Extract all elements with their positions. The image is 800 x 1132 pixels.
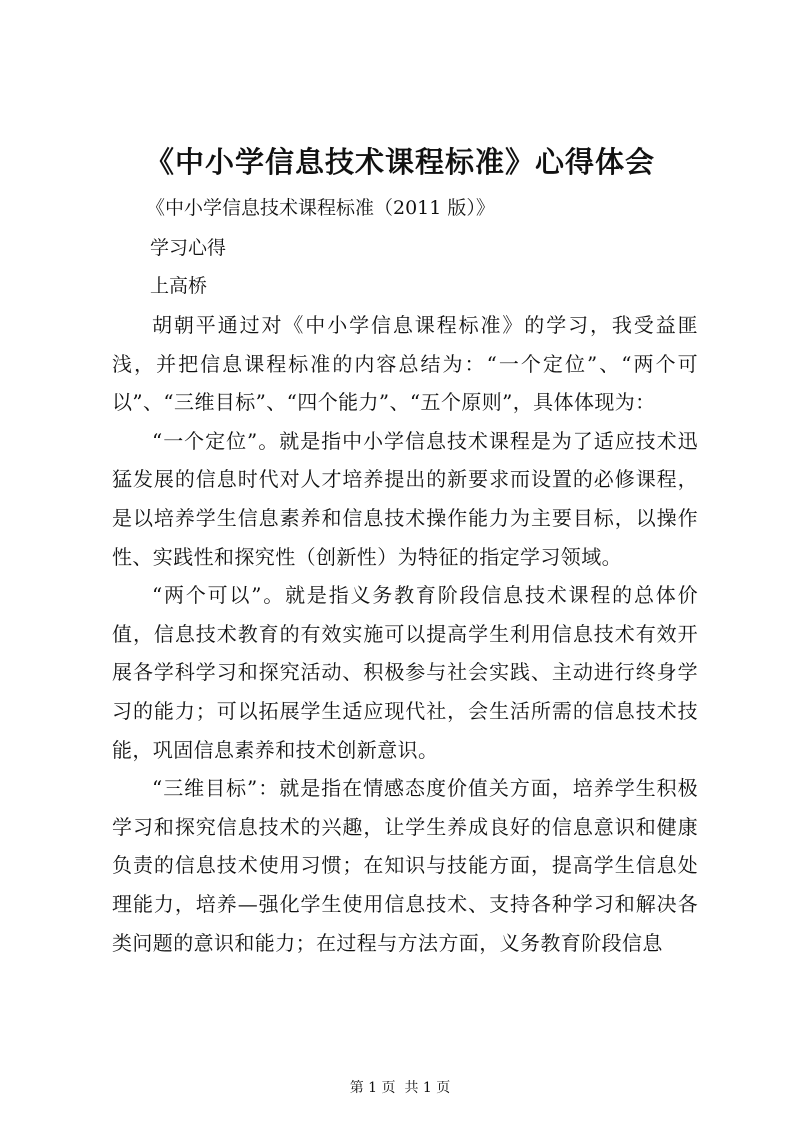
- paragraph-intro: 胡朝平通过对《中小学信息课程标准》的学习，我受益匪浅，并把信息课程标准的内容总结为：“一个定位”、“两个可以”、“三维目标”、“四个能力”、“五个原则”，具体体现为：: [112, 313, 698, 415]
- document-body: [112, 306, 698, 962]
- page-footer: 第 1 页 共 1 页: [349, 1080, 451, 1096]
- paragraph-two-possibilities: “两个可以”。就是指义务教育阶段信息技术课程的总体价值，信息技术教育的有效实施可以提高学生利用信息技术有效开展各学科学习和探究活动、积极参与社会实践、主动进行终身学习的能力；可以拓展学生适应现代社，会生活所需的信息技术技能，巩固信息素养和技术创新意识。: [112, 583, 698, 762]
- document-subtitle-2: 学习心得: [150, 237, 227, 259]
- author-place: 上高桥: [150, 275, 208, 297]
- paragraph-three-goals: “三维目标”：就是指在情感态度价值关方面，培养学生积极学习和探究信息技术的兴趣，让学生养成良好的信息意识和健康负责的信息技术使用习惯；在知识与技能方面，提高学生信息处理能力，培养—强化学生使用信息技术、支持各种学习和解决各类问题的意识和能力；在过程与方法方面，义务教育阶段信息: [112, 776, 698, 955]
- document-title: 《中小学信息技术课程标准》心得体会: [144, 145, 655, 179]
- paragraph-one-positioning: “一个定位”。就是指中小学信息技术课程是为了适应技术迅猛发展的信息时代对人才培养提出的新要求而设置的必修课程，是以培养学生信息素养和信息技术操作能力为主要目标，以操作性、实践性和探究性（创新性）为特征的指定学习领域。: [112, 428, 698, 569]
- document-subtitle: 《中小学信息技术课程标准（2011 版）》: [146, 197, 495, 219]
